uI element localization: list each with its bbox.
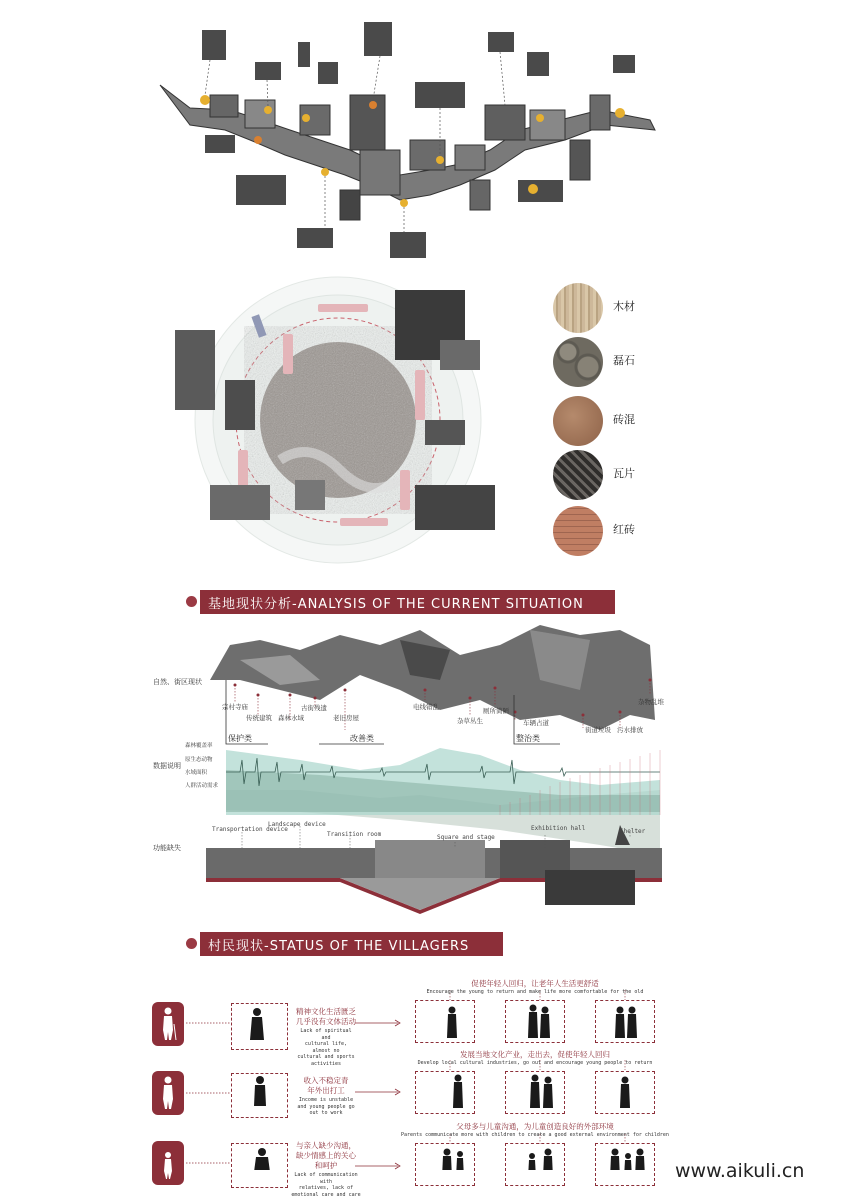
status-image-box bbox=[231, 1073, 288, 1118]
goal-title-cn: 促使年轻人回归，让老年人生活更舒适 bbox=[471, 979, 599, 988]
function-label: Transportation device bbox=[212, 826, 288, 833]
site-label: 电线错乱 bbox=[413, 703, 439, 711]
function-label: Transition room bbox=[327, 831, 382, 838]
site-label: 车辆占道 bbox=[523, 719, 549, 727]
material-roof-tile bbox=[553, 450, 703, 500]
status-text-cn: 收入不稳定青 年外出打工 bbox=[303, 1076, 349, 1095]
data-legend-item: 水域面积 bbox=[185, 770, 208, 776]
village-street-map bbox=[0, 0, 849, 270]
material-label: 木材 bbox=[613, 300, 635, 313]
brick-concrete-texture-icon bbox=[553, 396, 603, 446]
category-protect: 保护类 bbox=[228, 734, 252, 743]
red-brick-texture-icon bbox=[553, 506, 603, 556]
material-wood bbox=[553, 283, 703, 333]
section-title: 基地现状分析-ANALYSIS OF THE CURRENT SITUATION bbox=[208, 597, 584, 612]
section-dot-icon bbox=[186, 596, 197, 607]
site-label: 杂草丛生 bbox=[457, 717, 483, 725]
material-label: 红砖 bbox=[613, 523, 635, 536]
site-photo-strip bbox=[210, 625, 655, 730]
data-legend-item: 森林覆盖率 bbox=[185, 743, 213, 749]
category-improve: 改善类 bbox=[350, 734, 374, 743]
adult-person-icon bbox=[152, 1071, 184, 1115]
site-label: 古街残遗 bbox=[301, 704, 327, 712]
material-stone bbox=[553, 337, 703, 387]
section-dot-icon bbox=[186, 938, 197, 949]
site-label: 老旧房屋 bbox=[333, 714, 359, 722]
material-label: 磊石 bbox=[613, 354, 635, 367]
goal-image-box bbox=[595, 1143, 655, 1186]
site-label: 街道垃圾 bbox=[585, 726, 611, 734]
goal-image-box bbox=[505, 1143, 565, 1186]
function-label: Shelter bbox=[620, 828, 646, 835]
site-label: 传统建筑 bbox=[246, 714, 272, 722]
roof-tile-texture-icon bbox=[553, 450, 603, 500]
category-renovate: 整治类 bbox=[516, 734, 540, 743]
status-text-en: Income is unstable and young people go out to work bbox=[297, 1097, 355, 1116]
row-label-street-status: 自然、街区现状 bbox=[153, 678, 202, 686]
site-label: 杂物乱堆 bbox=[638, 698, 664, 706]
village-ring-diagram bbox=[0, 270, 849, 580]
goal-image-box bbox=[415, 1071, 475, 1114]
data-legend-item: 人群活动需求 bbox=[185, 783, 219, 789]
analysis-section-header bbox=[200, 590, 615, 614]
function-label: Square and stage bbox=[437, 834, 495, 841]
material-label: 瓦片 bbox=[613, 467, 635, 480]
site-label: 宗村寺庙 bbox=[222, 703, 248, 711]
function-label: Landscape device bbox=[268, 821, 326, 828]
row-label-data: 数据说明 bbox=[153, 762, 181, 770]
current-situation-analysis bbox=[0, 620, 849, 920]
watermark: www.aikuli.cn bbox=[675, 1160, 805, 1182]
section-title: 村民现状-STATUS OF THE VILLAGERS bbox=[208, 939, 470, 954]
goal-title-cn: 发展当地文化产业，走出去，促使年轻人回归 bbox=[460, 1050, 610, 1059]
villagers-section-header bbox=[200, 932, 503, 956]
status-image-box bbox=[231, 1003, 288, 1050]
site-label: 厕所简陋 bbox=[483, 707, 509, 715]
goal-title-en: Encourage the young to return and make life more comfortable for the old bbox=[426, 989, 644, 995]
status-text-cn: 精神文化生活匮乏 几乎没有文体活动 bbox=[296, 1007, 356, 1026]
stone-texture-icon bbox=[553, 337, 603, 387]
goal-title-cn: 父母多与儿童沟通，为儿童创造良好的外部环境 bbox=[456, 1122, 614, 1131]
status-image-box bbox=[231, 1143, 288, 1188]
child-person-icon bbox=[152, 1141, 184, 1185]
goal-title-en: Parents communicate more with children to create a good external environment for children bbox=[401, 1132, 669, 1138]
status-text-en: Lack of communication with relatives, lack of emotional care and care bbox=[291, 1172, 361, 1198]
goal-image-box bbox=[505, 1000, 565, 1043]
row-label-function-missing: 功能缺失 bbox=[153, 844, 181, 852]
material-label: 砖混 bbox=[613, 413, 635, 426]
elderly-person-icon bbox=[152, 1002, 184, 1046]
goal-image-box bbox=[595, 1000, 655, 1043]
data-legend-item: 原生态动物 bbox=[185, 757, 213, 763]
status-text-cn: 与亲人缺少沟通， 缺少情感上的关心 和呵护 bbox=[296, 1141, 356, 1170]
goal-image-box bbox=[595, 1071, 655, 1114]
goal-image-box bbox=[505, 1071, 565, 1114]
wood-texture-icon bbox=[553, 283, 603, 333]
site-label: 污水排放 bbox=[617, 726, 643, 734]
material-red-brick bbox=[553, 506, 703, 556]
goal-image-box bbox=[415, 1000, 475, 1043]
goal-title-en: Develop local cultural industries, go out and encourage young people to return bbox=[417, 1060, 653, 1066]
status-text-en: Lack of spiritual and cultural life, almost no cultural and sports activities bbox=[297, 1028, 355, 1067]
material-brick-concrete bbox=[553, 396, 703, 446]
site-label: 森林水域 bbox=[278, 714, 304, 722]
goal-image-box bbox=[415, 1143, 475, 1186]
function-label: Exhibition hall bbox=[531, 825, 586, 832]
